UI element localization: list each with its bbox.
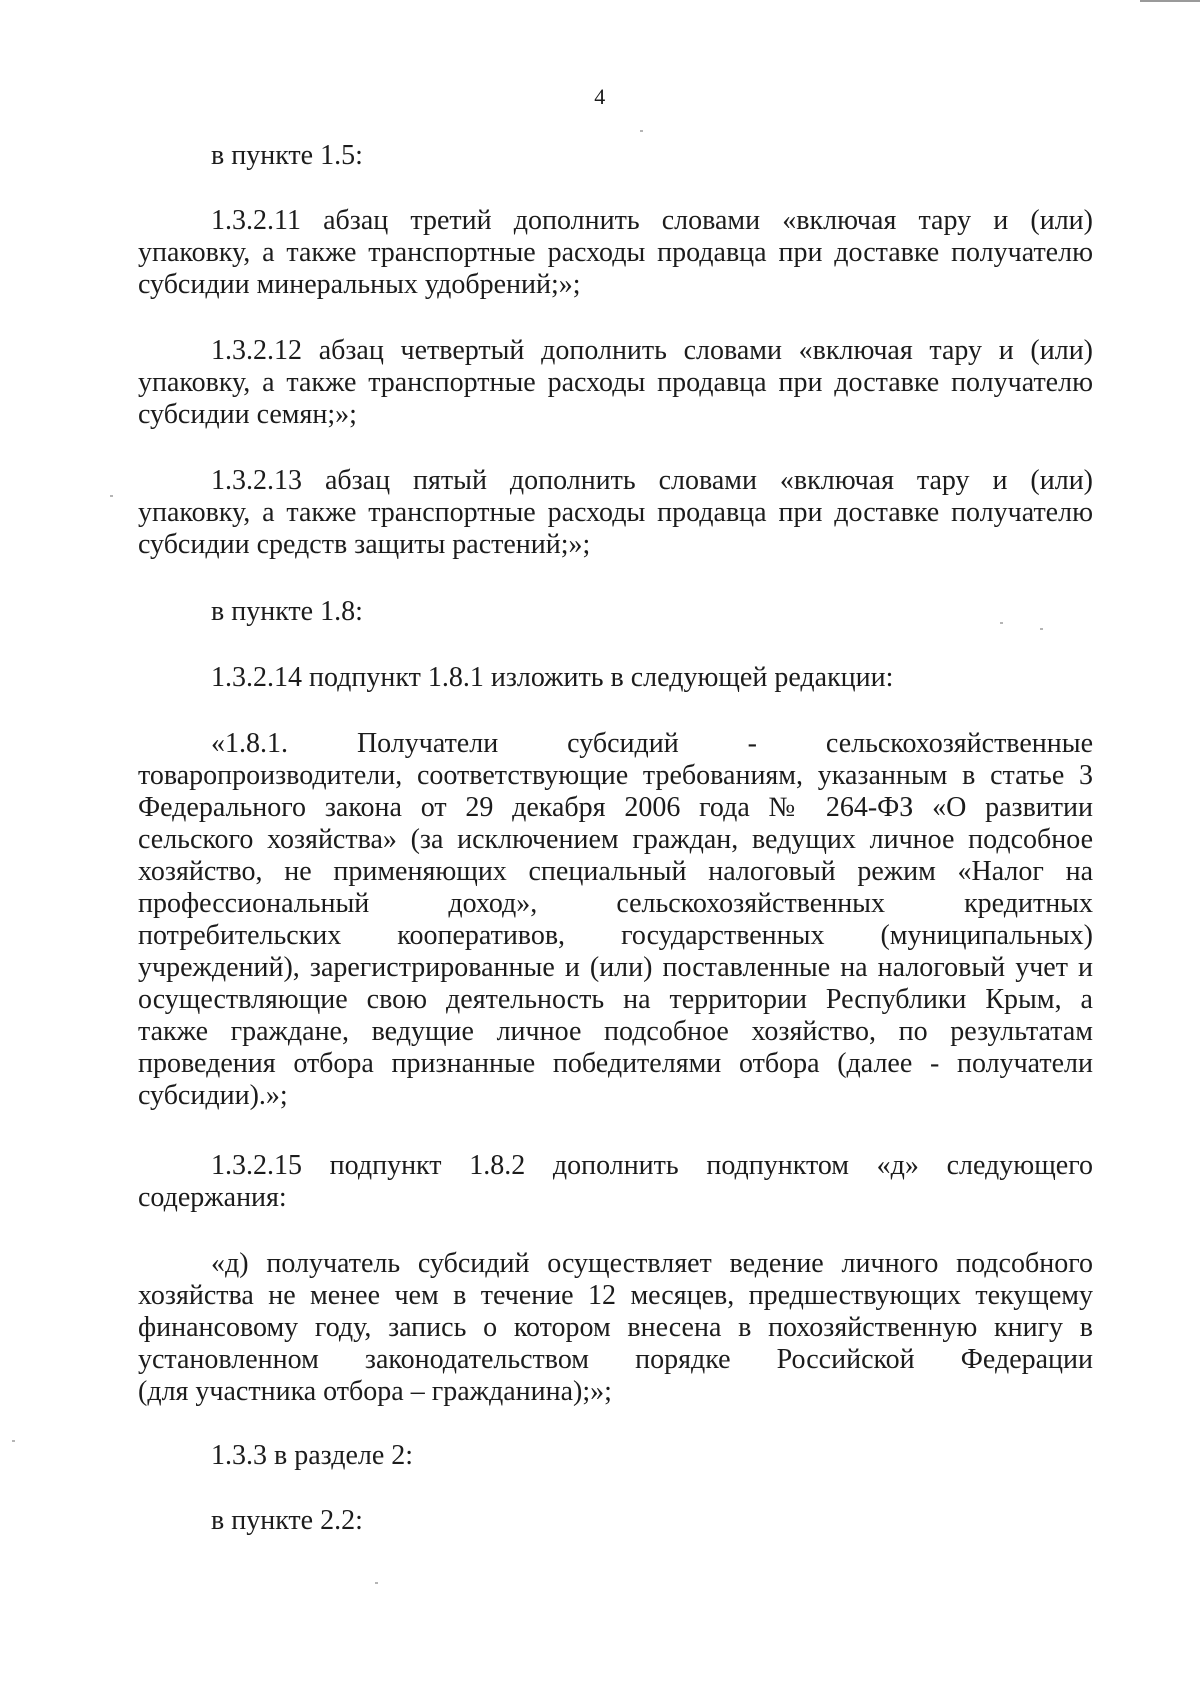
text-line: (для участника отбора – гражданина);»;: [138, 1376, 612, 1407]
text-line: содержания:: [138, 1182, 287, 1213]
text-line: товаропроизводители, соответствующие требованиям, указанным в статье 3: [138, 760, 1093, 791]
paragraph-1-3-2-15: [138, 1150, 1093, 1214]
scan-edge-mark: [1140, 0, 1200, 2]
text-line: сельского хозяйства» (за исключением граждан, ведущих личное подсобное: [138, 824, 1093, 855]
text-line: также граждане, ведущие личное подсобное хозяйство, по результатам: [138, 1016, 1093, 1047]
text-line: «д) получатель субсидий осуществляет ведение личного подсобного: [211, 1248, 1093, 1279]
paragraph-1-3-2-13: [138, 465, 1093, 561]
text-line: 1.3.3 в разделе 2:: [211, 1440, 414, 1471]
text-line: профессиональный доход», сельскохозяйственных кредитных: [138, 888, 1093, 919]
paragraph-1-3-2-11: [138, 205, 1093, 301]
scan-speck: [12, 1440, 15, 1442]
text-line: 1.3.2.11 абзац третий дополнить словами «включая тару и (или): [211, 205, 1093, 236]
text-line: субсидии).»;: [138, 1080, 288, 1111]
text-line: учреждений), зарегистрированные и (или) поставленные на налоговый учет и: [138, 952, 1093, 983]
text-line: субсидии семян;»;: [138, 399, 357, 430]
paragraph-1-3-2-14: [138, 662, 1093, 694]
scan-speck: [640, 130, 643, 132]
text-line: 1.3.2.13 абзац пятый дополнить словами «включая тару и (или): [211, 465, 1093, 496]
text-line: хозяйство, не применяющих специальный налоговый режим «Налог на: [138, 856, 1093, 887]
paragraph-item-1-8: [138, 596, 1093, 628]
text-line: проведения отбора признанные победителями отбора (далее - получатели: [138, 1048, 1093, 1079]
text-line: в пункте 2.2:: [211, 1505, 363, 1536]
text-line: субсидии средств защиты растений;»;: [138, 529, 591, 560]
paragraph-1-8-1-quote: [138, 728, 1093, 1112]
text-line: упаковку, а также транспортные расходы продавца при доставке получателю: [138, 367, 1093, 398]
text-line: в пункте 1.8:: [211, 596, 363, 627]
text-line: установленном законодательством порядке Российской Федерации: [138, 1344, 1093, 1375]
scan-speck: [110, 495, 113, 497]
text-line: осуществляющие свою деятельность на территории Республики Крым, а: [138, 984, 1093, 1015]
text-line: «1.8.1. Получатели субсидий - сельскохозяйственные: [211, 728, 1093, 759]
scan-speck: [1040, 628, 1043, 630]
paragraph-subitem-d-quote: [138, 1248, 1093, 1408]
text-line: упаковку, а также транспортные расходы продавца при доставке получателю: [138, 237, 1093, 268]
text-line: 1.3.2.15 подпункт 1.8.2 дополнить подпунктом «д» следующего: [211, 1150, 1093, 1181]
text-line: хозяйства не менее чем в течение 12 месяцев, предшествующих текущему: [138, 1280, 1093, 1311]
text-line: субсидии минеральных удобрений;»;: [138, 269, 581, 300]
scan-speck: [375, 1582, 378, 1584]
text-line: финансовому году, запись о котором внесена в похозяйственную книгу в: [138, 1312, 1093, 1343]
text-line: упаковку, а также транспортные расходы продавца при доставке получателю: [138, 497, 1093, 528]
text-line: Федерального закона от 29 декабря 2006 года № 264-ФЗ «О развитии: [138, 792, 1093, 823]
paragraph-1-3-2-12: [138, 335, 1093, 431]
paragraph-1-3-3: [138, 1440, 1093, 1472]
text-line: 1.3.2.14 подпункт 1.8.1 изложить в следующей редакции:: [211, 662, 894, 693]
page-number: 4: [594, 84, 606, 109]
text-line: в пункте 1.5:: [211, 140, 363, 171]
paragraph-item-1-5: [138, 140, 1093, 172]
paragraph-item-2-2: [138, 1505, 1093, 1537]
text-line: потребительских кооперативов, государственных (муниципальных): [138, 920, 1093, 951]
text-line: 1.3.2.12 абзац четвертый дополнить словами «включая тару и (или): [211, 335, 1093, 366]
